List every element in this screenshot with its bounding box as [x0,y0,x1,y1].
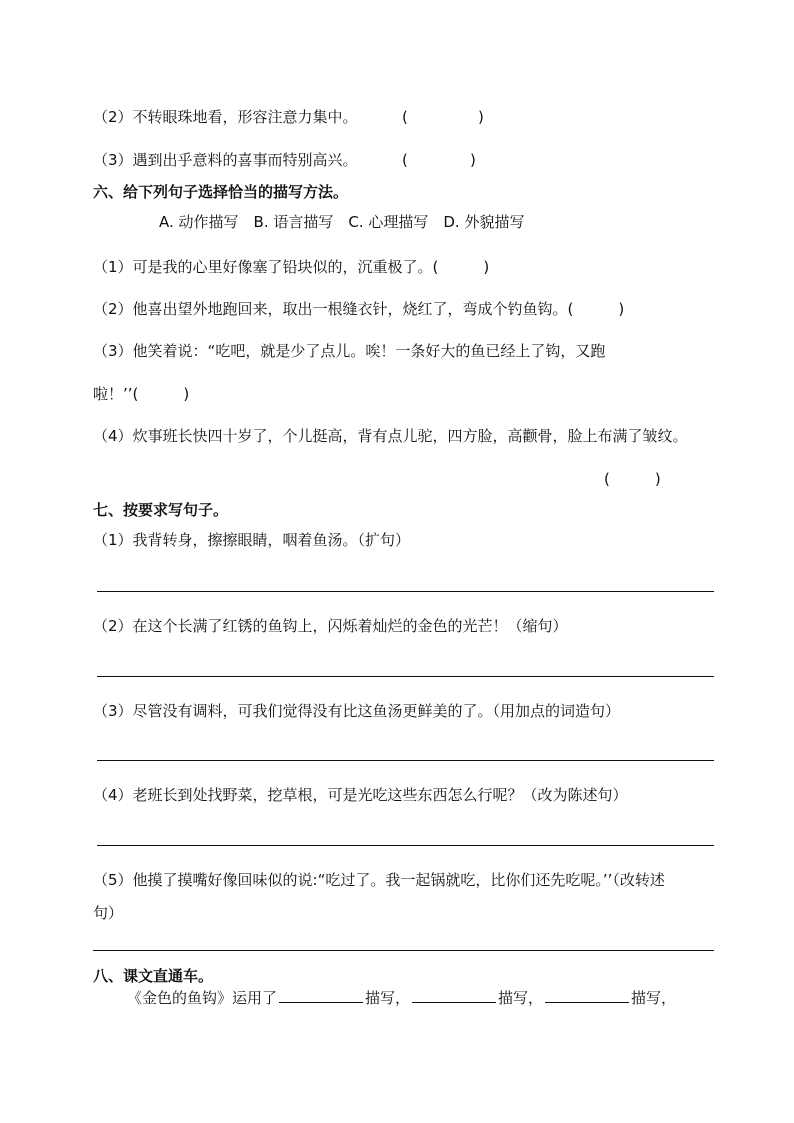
blank-3[interactable] [545,988,629,1003]
section7-q5-line1: （5）他摸了摸嘴好像回味似的说:“吃过了。我一起锅就吃，比你们还先吃呢。’’（改转述 [93,871,665,889]
section6-q1: （1）可是我的心里好像塞了铅块似的，沉重极了。( ) [93,258,490,276]
answer-line-1[interactable] [97,591,714,592]
q5-3-paren-close: ) [470,151,476,169]
answer-line-2[interactable] [97,676,714,677]
section6-options: A. 动作描写 B. 语言描写 C. 心理描写 D. 外貌描写 [159,213,525,231]
section7-q5-line2: 句） [93,904,124,922]
sentence-part3: 描写， [631,989,677,1007]
section6-q3-line1: （3）他笑着说：“吃吧，就是少了点儿。唉！一条好大的鱼已经上了钩，又跑 [93,342,606,360]
section7-q3: （3）尽管没有调料，可我们觉得没有比这鱼汤更鲜美的了。（用加点的词造句） [93,702,621,720]
answer-line-5[interactable] [93,950,714,951]
q5-3-paren-open: ( [402,151,408,169]
section6-q4-paren: ( ) [604,470,661,488]
section6-heading: 六、给下列句子选择恰当的描写方法。 [93,183,349,201]
section6-q4: （4）炊事班长快四十岁了，个儿挺高，背有点儿驼，四方脸，高颧骨，脸上布满了皱纹。 [93,427,688,445]
section7-q4: （4）老班长到处找野菜，挖草根，可是光吃这些东西怎么行呢？（改为陈述句） [93,786,628,804]
q5-2-paren-open: ( [402,108,408,126]
sentence-part1: 描写， [365,989,411,1007]
q5-2-paren-close: ) [478,108,484,126]
section7-q2: （2）在这个长满了红锈的鱼钩上，闪烁着灿烂的金色的光芒！（缩句） [93,617,568,635]
q5-2-text: （2）不转眼珠地看，形容注意力集中。 [93,108,358,126]
section6-q2: （2）他喜出望外地跑回来，取出一根缝衣针，烧红了，弯成个钓鱼钩。( ) [93,300,625,318]
answer-line-3[interactable] [97,760,714,761]
blank-1[interactable] [279,988,363,1003]
section8-heading: 八、课文直通车。 [93,967,214,985]
blank-2[interactable] [412,988,496,1003]
section6-q3-line2: 啦！’’( ) [93,385,190,403]
answer-line-4[interactable] [97,845,714,846]
sentence-part2: 描写， [498,989,544,1007]
sentence-start: 《金色的鱼钩》运用了 [127,989,278,1007]
section7-q1: （1）我背转身，擦擦眼睛，咽着鱼汤。（扩句） [93,531,411,549]
q5-3-text: （3）遇到出乎意料的喜事而特别高兴。 [93,151,358,169]
section7-heading: 七、按要求写句子。 [93,501,229,519]
section8-sentence [127,988,676,1008]
